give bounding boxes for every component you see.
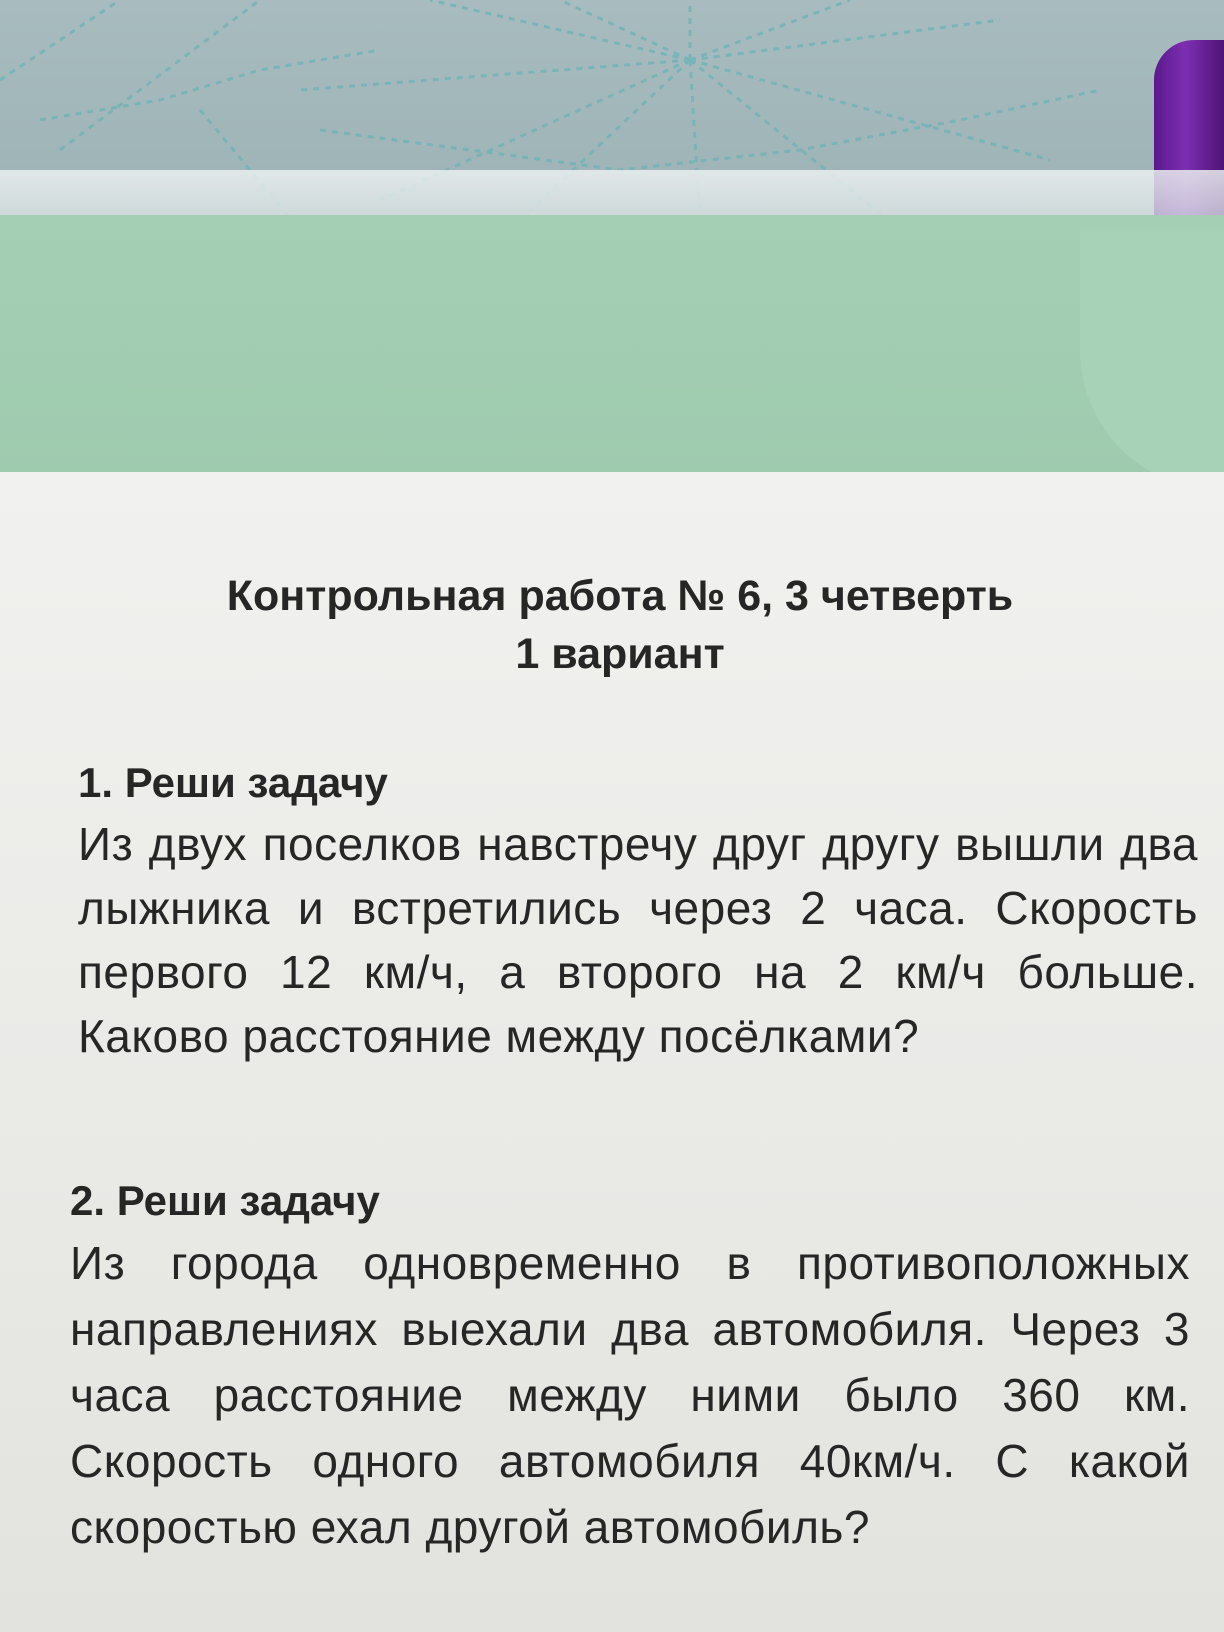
task-2-heading: 2. Реши задачу (70, 1177, 380, 1224)
worksheet-page (0, 472, 1224, 1632)
task-1-heading: 1. Реши задачу (78, 759, 388, 806)
task-2-text: Из города одновременно в противоположных направлениях выехали два автомобиля. Через 3 часа расстояние между ними было 360 км. Скорость одного автомобиля 40км/ч. С какой скоростью ехал другой автомобиль? (70, 1237, 1190, 1553)
title-line-2: 1 вариант (515, 630, 725, 678)
green-sheet (0, 215, 1224, 490)
title-line-1: Контрольная работа № 6, 3 четверть (226, 572, 1014, 620)
task-1 (78, 754, 1198, 1068)
task-2 (70, 1172, 1190, 1560)
page-title (140, 567, 1100, 683)
task-1-text: Из двух поселков навстречу друг другу вышли два лыжника и встретились через 2 часа. Скорость первого 12 км/ч, а второго на 2 км/ч больше. Каково расстояние между посёлками? (78, 818, 1198, 1062)
